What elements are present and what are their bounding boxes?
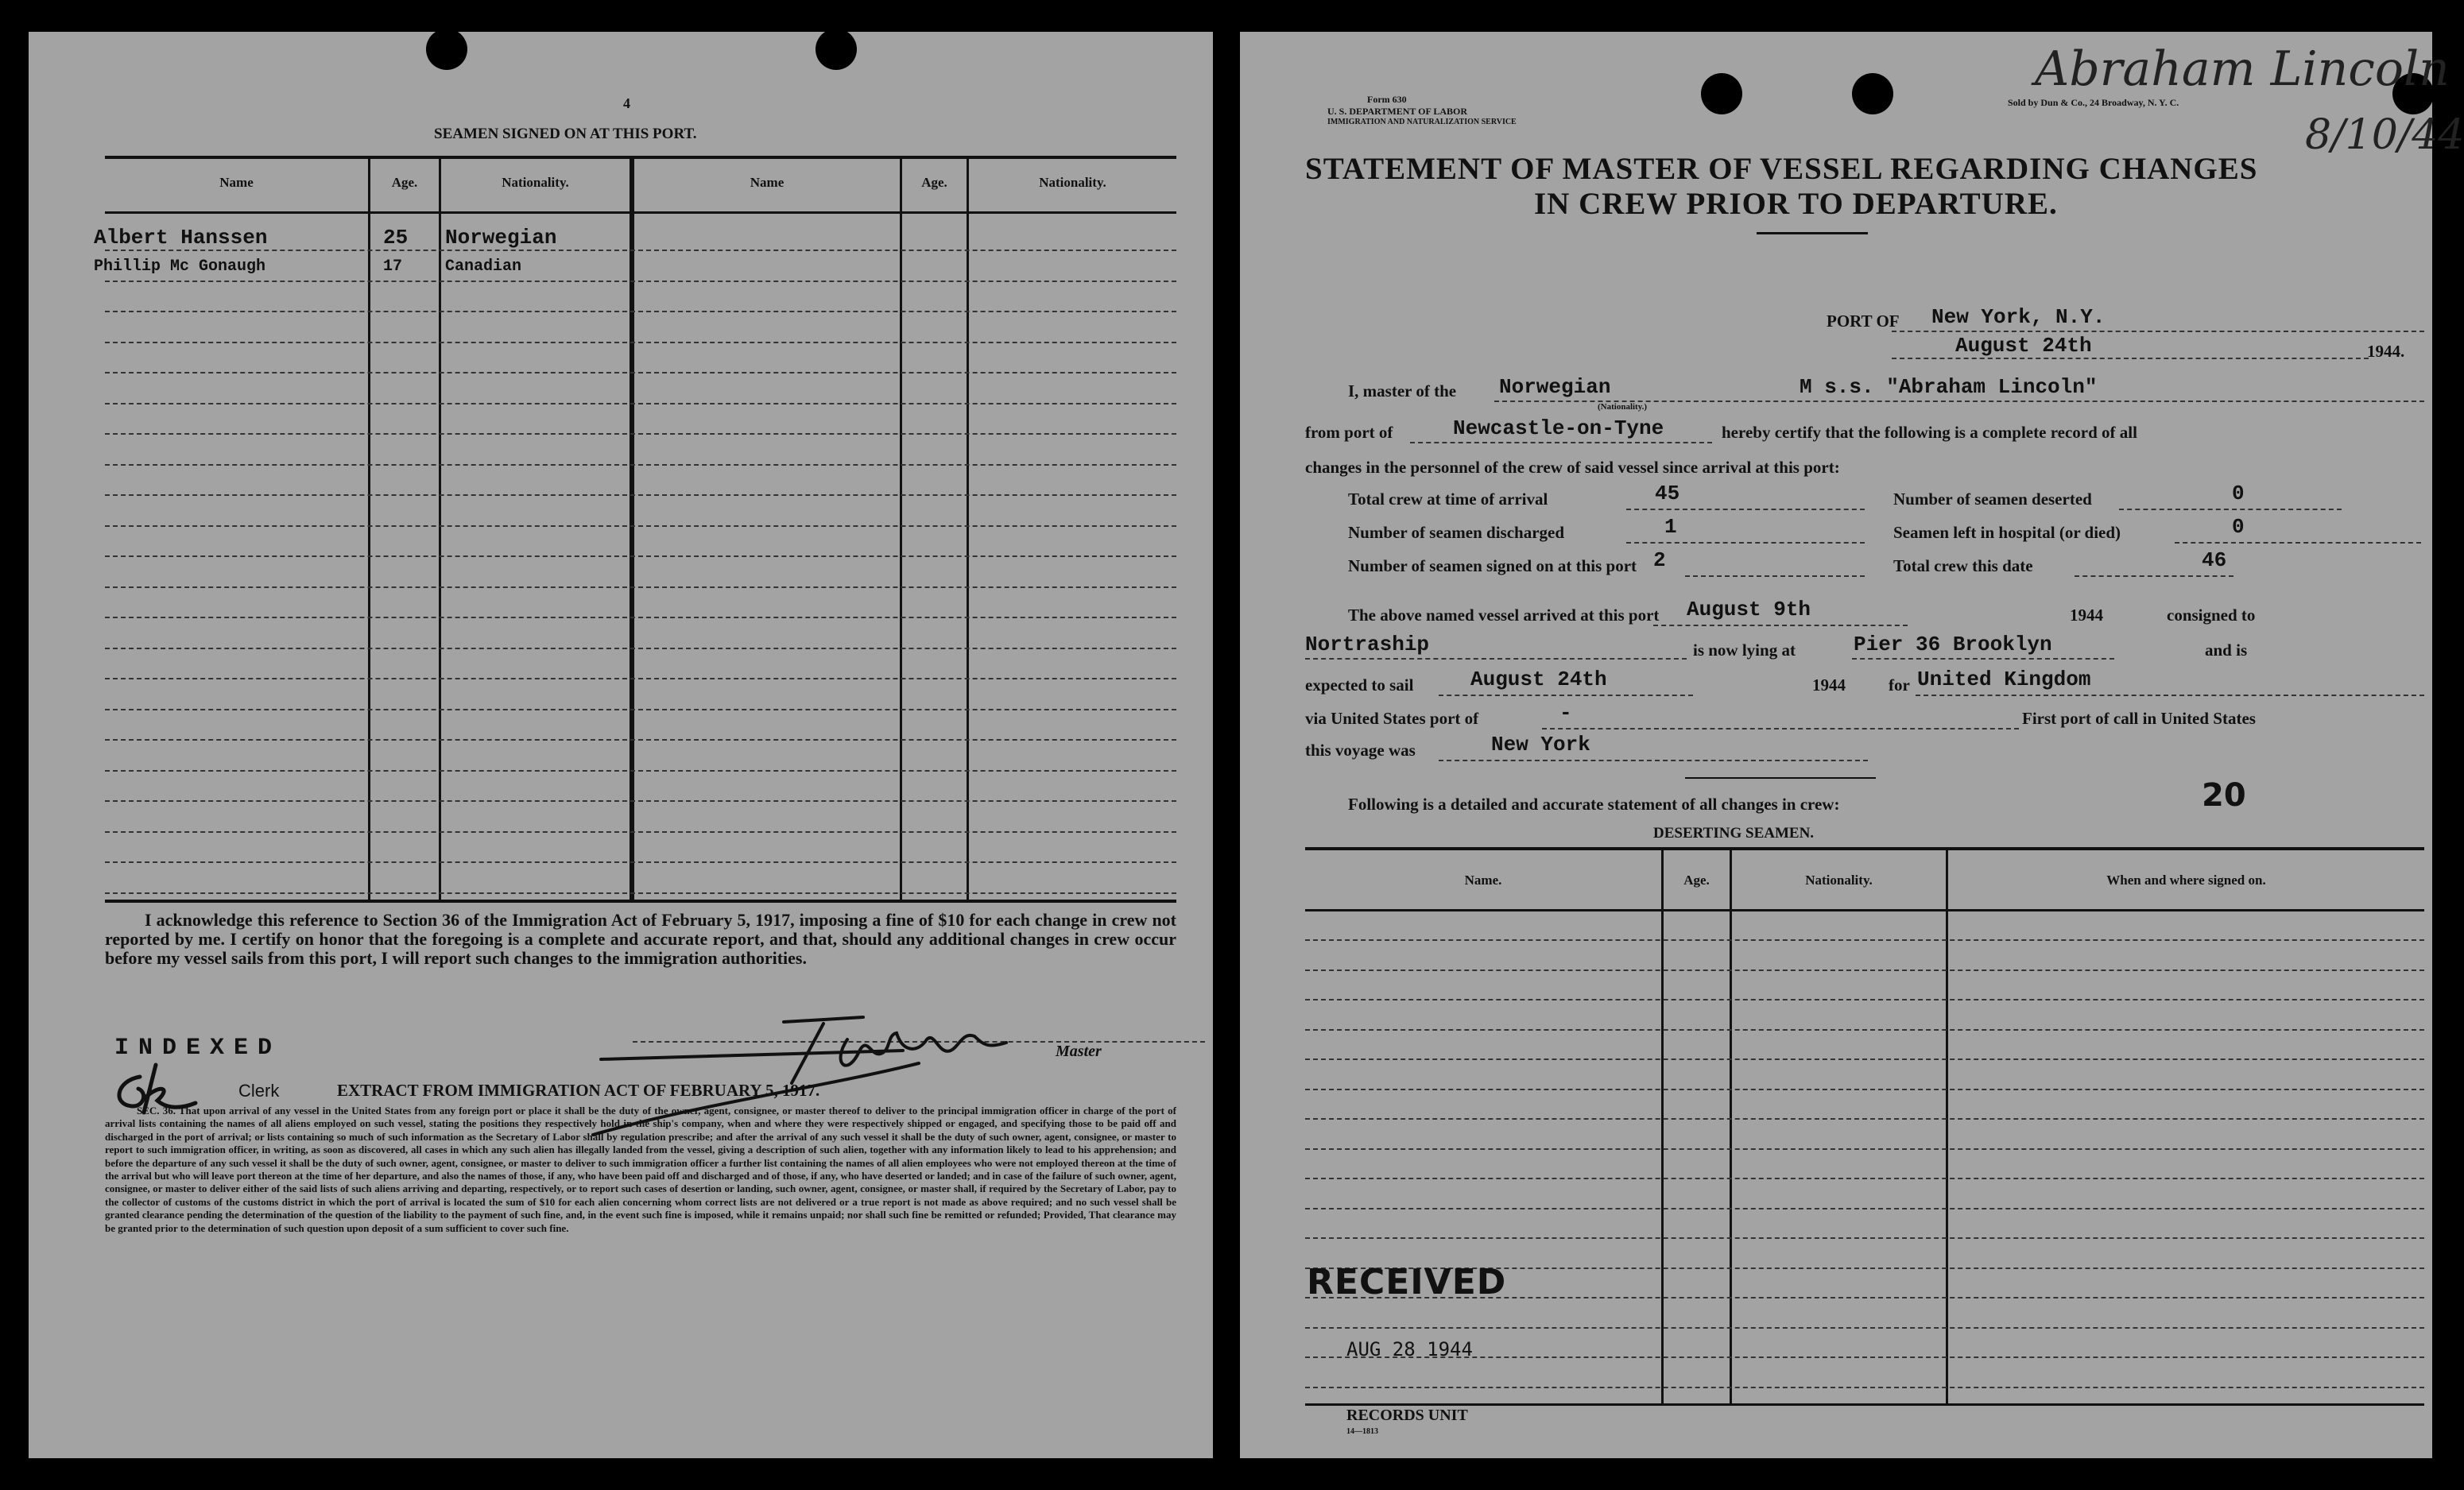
col-header-nationality: Nationality. (1039, 175, 1106, 190)
indexed-stamp: INDEXED (114, 1035, 282, 1062)
column-divider (1946, 847, 1948, 1403)
table-row-line (105, 586, 1176, 588)
column-divider (368, 156, 370, 903)
signed-on-value: 2 (1653, 548, 1666, 572)
received-stamp: RECEIVED (1307, 1262, 1507, 1302)
publisher-label: Sold by Dun & Co., 24 Broadway, N. Y. C. (2008, 97, 2179, 108)
signed-on-label: Number of seamen signed on at this port (1348, 556, 1637, 575)
changes-text: changes in the personnel of the crew of said vessel since arrival at this port: (1305, 458, 1840, 477)
table-row-line (105, 464, 1176, 466)
handwritten-count: 20 (2202, 777, 2246, 814)
service-label: IMMIGRATION AND NATURALIZATION SERVICE (1327, 118, 1517, 126)
seamen-signed-title: SEAMEN SIGNED ON AT THIS PORT. (434, 126, 697, 142)
from-port-label: from port of (1305, 423, 1393, 442)
certify-text: hereby certify that the following is a complete record of all (1722, 423, 2137, 442)
field-line (1305, 658, 1687, 660)
clerk-label: Clerk (238, 1081, 280, 1101)
table-row-line (105, 892, 1176, 894)
consigned-label: consigned to (2167, 606, 2256, 625)
short-rule (1685, 777, 1876, 779)
field-line (1685, 575, 1865, 577)
table-row-line (1305, 1089, 2424, 1090)
table-row-line (105, 617, 1176, 618)
voyage-value: New York (1491, 733, 1590, 757)
hospital-label: Seamen left in hospital (or died) (1893, 523, 2121, 542)
table-header-rule (105, 211, 1176, 214)
field-line (1439, 695, 1693, 696)
punch-hole (426, 29, 467, 70)
deserting-table-top-rule (1305, 847, 2424, 850)
table-row-line (105, 555, 1176, 557)
table-row-line (1305, 999, 2424, 1000)
first-port-label: First port of call in United States (2022, 709, 2256, 728)
table-top-rule (105, 156, 1176, 159)
column-divider (1661, 847, 1664, 1403)
master-of-label: I, master of the (1348, 381, 1457, 401)
table-row-line (1305, 1356, 2424, 1358)
expected-year: 1944 (1812, 675, 1846, 695)
col-header-name: Name (219, 175, 254, 190)
field-line (1916, 695, 2424, 696)
field-line (1410, 442, 1712, 443)
nationality-value: Norwegian (1499, 375, 1611, 399)
records-unit-stamp: RECORDS UNIT (1346, 1407, 1468, 1424)
table-row-line (1305, 1178, 2424, 1179)
table-row-line (105, 250, 1176, 251)
seaman-nationality: Norwegian (445, 226, 557, 250)
arrived-year: 1944 (2070, 606, 2103, 625)
department-label: U. S. DEPARTMENT OF LABOR (1327, 106, 1468, 117)
handwritten-ship-name: Abraham Lincoln (2035, 41, 2450, 97)
table-row-line (1305, 1029, 2424, 1031)
acknowledgment-text: I acknowledge this reference to Section 36 of the Immigration Act of February 5, 1917, imposing a fine of $10 for each change in crew not reported by me. I certify on honor that the foregoing is a complete and accurate report, and that, should any additional changes in crew occur before my vessel sails from this port, I will report such changes to the immigration authorities. (105, 910, 1176, 968)
from-port-value: Newcastle-on-Tyne (1453, 416, 1664, 440)
hospital-value: 0 (2232, 515, 2245, 539)
table-row-line (1305, 1327, 2424, 1329)
deserting-seamen-title: DESERTING SEAMEN. (1653, 825, 1815, 842)
col-header-age: Age. (921, 175, 947, 190)
punch-hole (816, 29, 857, 70)
table-row-line (105, 739, 1176, 741)
form-code: 14—1813 (1346, 1427, 1378, 1436)
deserted-value: 0 (2232, 482, 2245, 505)
table-row-line (1305, 1148, 2424, 1150)
date-value: August 24th (1955, 334, 2092, 358)
right-page (1240, 32, 2464, 1458)
table-row-line (105, 709, 1176, 710)
column-divider (439, 156, 441, 903)
field-line (2075, 575, 2233, 577)
total-arrival-value: 45 (1655, 482, 1680, 505)
table-row-line (1305, 969, 2424, 971)
table-row-line (1305, 1118, 2424, 1120)
total-date-label: Total crew this date (1893, 556, 2033, 575)
following-text: Following is a detailed and accurate statement of all changes in crew: (1348, 795, 1840, 814)
table-row-line (105, 831, 1176, 833)
expected-value: August 24th (1470, 668, 1607, 691)
title-underline (1757, 232, 1868, 234)
discharged-label: Number of seamen discharged (1348, 523, 1565, 542)
col-header-nationality: Nationality. (502, 175, 569, 190)
master-label: Master (1056, 1043, 1102, 1060)
date-year: 1944. (2367, 342, 2405, 361)
col-header-age: Age. (1683, 873, 1710, 888)
table-row-line (1305, 1058, 2424, 1060)
table-row-line (105, 372, 1176, 373)
received-date-stamp: AUG 28 1944 (1346, 1338, 1473, 1360)
punch-hole (1852, 73, 1893, 114)
seaman-name: Albert Hanssen (94, 226, 268, 250)
field-line (1892, 358, 2369, 359)
table-row-line (1305, 939, 2424, 941)
table-row-line (1305, 1387, 2424, 1388)
nationality-caption: (Nationality.) (1598, 402, 1648, 412)
col-header-name: Name (750, 175, 785, 190)
vessel-value: M s.s. "Abraham Lincoln" (1800, 375, 2098, 399)
field-line (1653, 625, 1908, 626)
lying-label: is now lying at (1693, 641, 1796, 660)
seaman-name: Phillip Mc Gonaugh (94, 257, 266, 276)
lying-value: Pier 36 Brooklyn (1854, 633, 2052, 656)
table-row-line (1305, 1208, 2424, 1209)
table-row-line (105, 525, 1176, 527)
table-row-line (105, 770, 1176, 772)
field-line (1852, 658, 2114, 660)
arrived-value: August 9th (1687, 598, 1811, 621)
form-title-line1: STATEMENT OF MASTER OF VESSEL REGARDING CHANGES (1305, 152, 2258, 186)
column-divider (1730, 847, 1732, 1403)
table-row-line (105, 403, 1176, 404)
total-arrival-label: Total crew at time of arrival (1348, 490, 1548, 509)
column-divider (900, 156, 902, 903)
expected-label: expected to sail (1305, 675, 1414, 695)
col-header-nationality: Nationality. (1805, 873, 1873, 888)
via-label: via United States port of (1305, 709, 1479, 728)
arrived-label: The above named vessel arrived at this port (1348, 606, 1660, 625)
table-row-line (105, 342, 1176, 343)
seaman-nationality: Canadian (445, 257, 522, 276)
consignee-value: Nortraship (1305, 633, 1430, 656)
table-bottom-rule (105, 900, 1176, 903)
punch-hole (1701, 73, 1742, 114)
column-divider (630, 156, 634, 903)
table-row-line (105, 494, 1176, 496)
table-row-line (105, 281, 1176, 282)
table-row-line (105, 311, 1176, 312)
seaman-age: 17 (383, 257, 403, 276)
seaman-age: 25 (383, 226, 409, 250)
deserted-label: Number of seamen deserted (1893, 490, 2092, 509)
field-line (2175, 542, 2421, 544)
discharged-value: 1 (1664, 515, 1677, 539)
table-row-line (105, 678, 1176, 679)
extract-title: EXTRACT FROM IMMIGRATION ACT OF FEBRUARY 5, 1917. (337, 1081, 820, 1100)
left-page (29, 32, 1213, 1458)
col-header-name: Name. (1464, 873, 1502, 888)
field-line (1542, 728, 2019, 730)
field-line (2119, 509, 2342, 510)
and-is-label: and is (2205, 641, 2248, 660)
via-value: - (1559, 701, 1572, 725)
form-title-line2: IN CREW PRIOR TO DEPARTURE. (1534, 187, 2058, 221)
total-date-value: 46 (2202, 548, 2227, 572)
table-row-line (1305, 1237, 2424, 1239)
table-row-line (105, 800, 1176, 802)
field-line (1626, 542, 1865, 544)
deserting-table-header-rule (1305, 909, 2424, 911)
column-divider (967, 156, 969, 903)
field-line (1892, 331, 2424, 332)
form-number: Form 630 (1367, 94, 1407, 105)
extract-body: SEC. 36. That upon arrival of any vessel in the United States from any foreign port or place it shall be the duty of the owner, agent, consignee, or master thereof to deliver to the principal immigration officer in charge of the port of arrival lists containing the names of all aliens employed on such vessel, stating the positions they respectively hold in the ship's company, when and where they were respectively shipped or engaged, and specifying those to be paid off and discharged in the port of arrival; or lists containing so much of such information as the Secretary of Labor shall by regulation prescribe; and after the arrival of any such vessel it shall be the duty of such owner, agent, consignee, or master to report to such immigration officer, in writing, as soon as discovered, all cases in which any such alien has illegally landed from the vessel, giving a description of such alien, together with any information likely to lead to his apprehension; and before the departure of any such vessel it shall be the duty of such owner, agent, consignee, or master to deliver to such immigration officer a further list containing the names of all alien employees who were not employed thereon at the time of the arrival but who will leave port thereon at the time of her departure, and also the names of those, if any, who have been paid off and discharged and of those, if any, who have deserted or landed; and in case of the failure of such owner, agent, consignee, or master to deliver either of the said lists of such aliens arriving and departing, respectively, or to report such cases of desertion or landing, such owner, agent, consignee, or master shall, if required by the Secretary of Labor, pay to the collector of customs of the customs district in which the port of arrival is located the sum of $10 for each alien concerning whom correct lists are not delivered or a true report is not made as above required; and no such vessel shall be granted clearance pending the determination of the question of the liability to the payment of such fine, and, in the event such fine is imposed, while it remains unpaid; nor shall such fine be remitted or refunded; Provided, That clearance may be granted prior to the determination of such question upon deposit of a sum sufficient to cover such fine. (105, 1105, 1176, 1234)
port-value: New York, N.Y. (1931, 305, 2106, 329)
col-header-signed-on: When and where signed on. (2106, 873, 2266, 888)
deserting-table-bottom-rule (1305, 1403, 2424, 1406)
table-row-line (105, 433, 1176, 435)
handwritten-date: 8/10/44 (2305, 111, 2464, 159)
destination-value: United Kingdom (1917, 668, 2091, 691)
table-row-line (105, 861, 1176, 863)
table-row-line (105, 648, 1176, 649)
for-label: for (1889, 675, 1910, 695)
field-line (1626, 509, 1865, 510)
page-number: 4 (623, 95, 630, 111)
port-label: PORT OF (1827, 312, 1900, 331)
voyage-label: this voyage was (1305, 741, 1416, 760)
field-line (1439, 760, 1868, 761)
col-header-age: Age. (391, 175, 418, 190)
